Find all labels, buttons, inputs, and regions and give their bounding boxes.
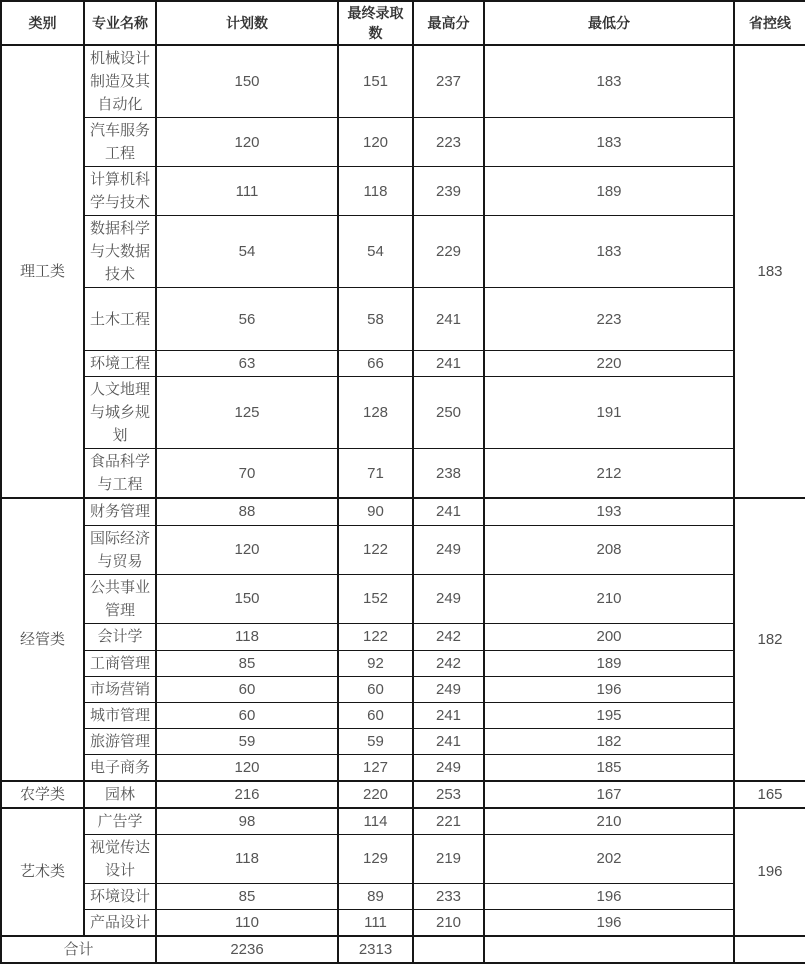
major-cell: 汽车服务工程: [84, 118, 156, 167]
min-score-cell: 196: [484, 883, 734, 909]
admitted-cell: 111: [338, 909, 413, 936]
admitted-cell: 60: [338, 676, 413, 702]
max-score-cell: 250: [413, 377, 484, 449]
max-score-cell: 229: [413, 216, 484, 288]
max-score-cell: 242: [413, 650, 484, 676]
admitted-cell: 92: [338, 650, 413, 676]
major-cell: 数据科学与大数据技术: [84, 216, 156, 288]
major-cell: 产品设计: [84, 909, 156, 936]
min-score-cell: 182: [484, 728, 734, 754]
table-row: [1, 650, 805, 676]
table-row: [1, 702, 805, 728]
admitted-cell: 122: [338, 525, 413, 574]
plan-cell: 60: [156, 702, 338, 728]
max-score-cell: 210: [413, 909, 484, 936]
total-max-score-cell: [413, 936, 484, 963]
plan-cell: 120: [156, 118, 338, 167]
admitted-cell: 54: [338, 216, 413, 288]
table-row: [1, 288, 805, 351]
admitted-cell: 127: [338, 754, 413, 781]
table-row: [1, 676, 805, 702]
min-score-cell: 210: [484, 574, 734, 623]
max-score-cell: 249: [413, 754, 484, 781]
max-score-cell: 219: [413, 834, 484, 883]
category-cell: 艺术类: [1, 808, 84, 936]
total-plan-cell: 2236: [156, 936, 338, 963]
total-min-score-cell: [484, 936, 734, 963]
plan-cell: 54: [156, 216, 338, 288]
plan-cell: 150: [156, 574, 338, 623]
admitted-cell: 122: [338, 623, 413, 650]
plan-cell: 60: [156, 676, 338, 702]
major-cell: 视觉传达设计: [84, 834, 156, 883]
plan-cell: 98: [156, 808, 338, 835]
major-cell: 土木工程: [84, 288, 156, 351]
min-score-cell: 191: [484, 377, 734, 449]
plan-cell: 85: [156, 650, 338, 676]
major-cell: 旅游管理: [84, 728, 156, 754]
major-cell: 国际经济与贸易: [84, 525, 156, 574]
table-row: [1, 781, 805, 808]
plan-cell: 150: [156, 45, 338, 118]
max-score-cell: 223: [413, 118, 484, 167]
major-cell: 广告学: [84, 808, 156, 835]
major-cell: 城市管理: [84, 702, 156, 728]
major-cell: 人文地理与城乡规划: [84, 377, 156, 449]
min-score-cell: 196: [484, 909, 734, 936]
total-admitted-cell: 2313: [338, 936, 413, 963]
major-cell: 市场营销: [84, 676, 156, 702]
plan-cell: 111: [156, 167, 338, 216]
major-cell: 园林: [84, 781, 156, 808]
header-max-score: 最高分: [413, 1, 484, 45]
min-score-cell: 185: [484, 754, 734, 781]
header-major: 专业名称: [84, 1, 156, 45]
max-score-cell: 253: [413, 781, 484, 808]
max-score-cell: 237: [413, 45, 484, 118]
header-min-score: 最低分: [484, 1, 734, 45]
admitted-cell: 71: [338, 449, 413, 499]
admitted-cell: 60: [338, 702, 413, 728]
max-score-cell: 238: [413, 449, 484, 499]
table-row: [1, 623, 805, 650]
admitted-cell: 128: [338, 377, 413, 449]
province-line-cell: 182: [734, 498, 805, 781]
header-province-line: 省控线: [734, 1, 805, 45]
header-category: 类别: [1, 1, 84, 45]
max-score-cell: 242: [413, 623, 484, 650]
plan-cell: 85: [156, 883, 338, 909]
total-row: [1, 936, 805, 963]
max-score-cell: 239: [413, 167, 484, 216]
table-row: [1, 754, 805, 781]
header-row: [1, 1, 805, 45]
category-cell: 理工类: [1, 45, 84, 498]
plan-cell: 70: [156, 449, 338, 499]
plan-cell: 125: [156, 377, 338, 449]
province-line-cell: 165: [734, 781, 805, 808]
min-score-cell: 183: [484, 45, 734, 118]
admitted-cell: 89: [338, 883, 413, 909]
table-row: [1, 167, 805, 216]
plan-cell: 63: [156, 351, 338, 377]
max-score-cell: 249: [413, 525, 484, 574]
max-score-cell: 241: [413, 498, 484, 525]
major-cell: 食品科学与工程: [84, 449, 156, 499]
admitted-cell: 152: [338, 574, 413, 623]
plan-cell: 56: [156, 288, 338, 351]
table-row: [1, 351, 805, 377]
admitted-cell: 58: [338, 288, 413, 351]
major-cell: 公共事业管理: [84, 574, 156, 623]
table-row: [1, 525, 805, 574]
table-row: [1, 118, 805, 167]
major-cell: 电子商务: [84, 754, 156, 781]
header-admitted: 最终录取数: [338, 1, 413, 45]
table-row: [1, 574, 805, 623]
plan-cell: 216: [156, 781, 338, 808]
header-plan: 计划数: [156, 1, 338, 45]
max-score-cell: 233: [413, 883, 484, 909]
admitted-cell: 59: [338, 728, 413, 754]
max-score-cell: 241: [413, 702, 484, 728]
plan-cell: 110: [156, 909, 338, 936]
admitted-cell: 66: [338, 351, 413, 377]
table-row: [1, 834, 805, 883]
max-score-cell: 221: [413, 808, 484, 835]
max-score-cell: 241: [413, 351, 484, 377]
admitted-cell: 90: [338, 498, 413, 525]
table-row: [1, 45, 805, 118]
plan-cell: 118: [156, 623, 338, 650]
major-cell: 会计学: [84, 623, 156, 650]
table-row: [1, 728, 805, 754]
major-cell: 环境设计: [84, 883, 156, 909]
major-cell: 环境工程: [84, 351, 156, 377]
major-cell: 机械设计制造及其自动化: [84, 45, 156, 118]
max-score-cell: 249: [413, 574, 484, 623]
table-row: [1, 449, 805, 499]
max-score-cell: 241: [413, 728, 484, 754]
min-score-cell: 183: [484, 216, 734, 288]
min-score-cell: 208: [484, 525, 734, 574]
admitted-cell: 220: [338, 781, 413, 808]
table-row: [1, 377, 805, 449]
min-score-cell: 196: [484, 676, 734, 702]
table-row: [1, 909, 805, 936]
table-row: [1, 498, 805, 525]
table-row: [1, 216, 805, 288]
admitted-cell: 120: [338, 118, 413, 167]
min-score-cell: 167: [484, 781, 734, 808]
admitted-cell: 129: [338, 834, 413, 883]
plan-cell: 118: [156, 834, 338, 883]
plan-cell: 120: [156, 754, 338, 781]
min-score-cell: 195: [484, 702, 734, 728]
province-line-cell: 183: [734, 45, 805, 498]
admitted-cell: 118: [338, 167, 413, 216]
table-row: [1, 883, 805, 909]
min-score-cell: 220: [484, 351, 734, 377]
major-cell: 工商管理: [84, 650, 156, 676]
min-score-cell: 183: [484, 118, 734, 167]
max-score-cell: 249: [413, 676, 484, 702]
major-cell: 计算机科学与技术: [84, 167, 156, 216]
admitted-cell: 151: [338, 45, 413, 118]
province-line-cell: 196: [734, 808, 805, 936]
category-cell: 农学类: [1, 781, 84, 808]
min-score-cell: 223: [484, 288, 734, 351]
category-cell: 经管类: [1, 498, 84, 781]
admitted-cell: 114: [338, 808, 413, 835]
max-score-cell: 241: [413, 288, 484, 351]
min-score-cell: 189: [484, 167, 734, 216]
table-row: [1, 808, 805, 835]
total-label-cell: 合计: [1, 936, 156, 963]
min-score-cell: 212: [484, 449, 734, 499]
min-score-cell: 193: [484, 498, 734, 525]
min-score-cell: 210: [484, 808, 734, 835]
min-score-cell: 200: [484, 623, 734, 650]
min-score-cell: 189: [484, 650, 734, 676]
plan-cell: 88: [156, 498, 338, 525]
plan-cell: 120: [156, 525, 338, 574]
total-province-line-cell: [734, 936, 805, 963]
min-score-cell: 202: [484, 834, 734, 883]
major-cell: 财务管理: [84, 498, 156, 525]
plan-cell: 59: [156, 728, 338, 754]
